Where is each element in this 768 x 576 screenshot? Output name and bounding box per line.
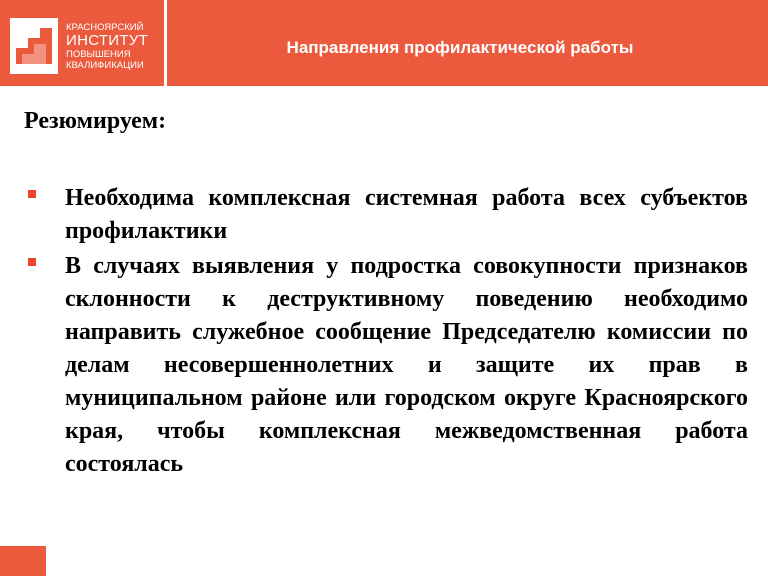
- square-bullet-icon: [28, 258, 36, 266]
- slide-title: Направления профилактической работы: [286, 38, 634, 57]
- bullet-item: [24, 182, 748, 248]
- slide-header: [0, 0, 768, 86]
- logo-line-2: ИНСТИТУТ: [66, 32, 149, 49]
- institute-name: [66, 22, 148, 71]
- bullet-text: Необходима комплексная системная работа всех субъектов профилактики: [65, 185, 748, 244]
- summary-heading: Резюмируем:: [24, 108, 167, 134]
- logo-line-1: КРАСНОЯРСКИЙ: [66, 22, 144, 33]
- logo-line-3: ПОВЫШЕНИЯ: [66, 49, 131, 60]
- bullet-list: [24, 182, 748, 483]
- logo-line-4: КВАЛИФИКАЦИИ: [66, 60, 144, 71]
- bullet-text: В случаях выявления у подростка совокупности признаков склонности к деструктивному поведению необходимо направить служебное сообщение Председателю комиссии по делам несовершеннолетних и защите их прав в муниципальном районе или городском округе Красноярского края, чтобы комплексная межведомственная работа состоялась: [65, 253, 748, 477]
- institute-logo-icon: [10, 18, 58, 74]
- footer-accent-block: [0, 546, 46, 576]
- square-bullet-icon: [28, 190, 36, 198]
- bullet-item: [24, 250, 748, 481]
- header-divider: [164, 0, 167, 86]
